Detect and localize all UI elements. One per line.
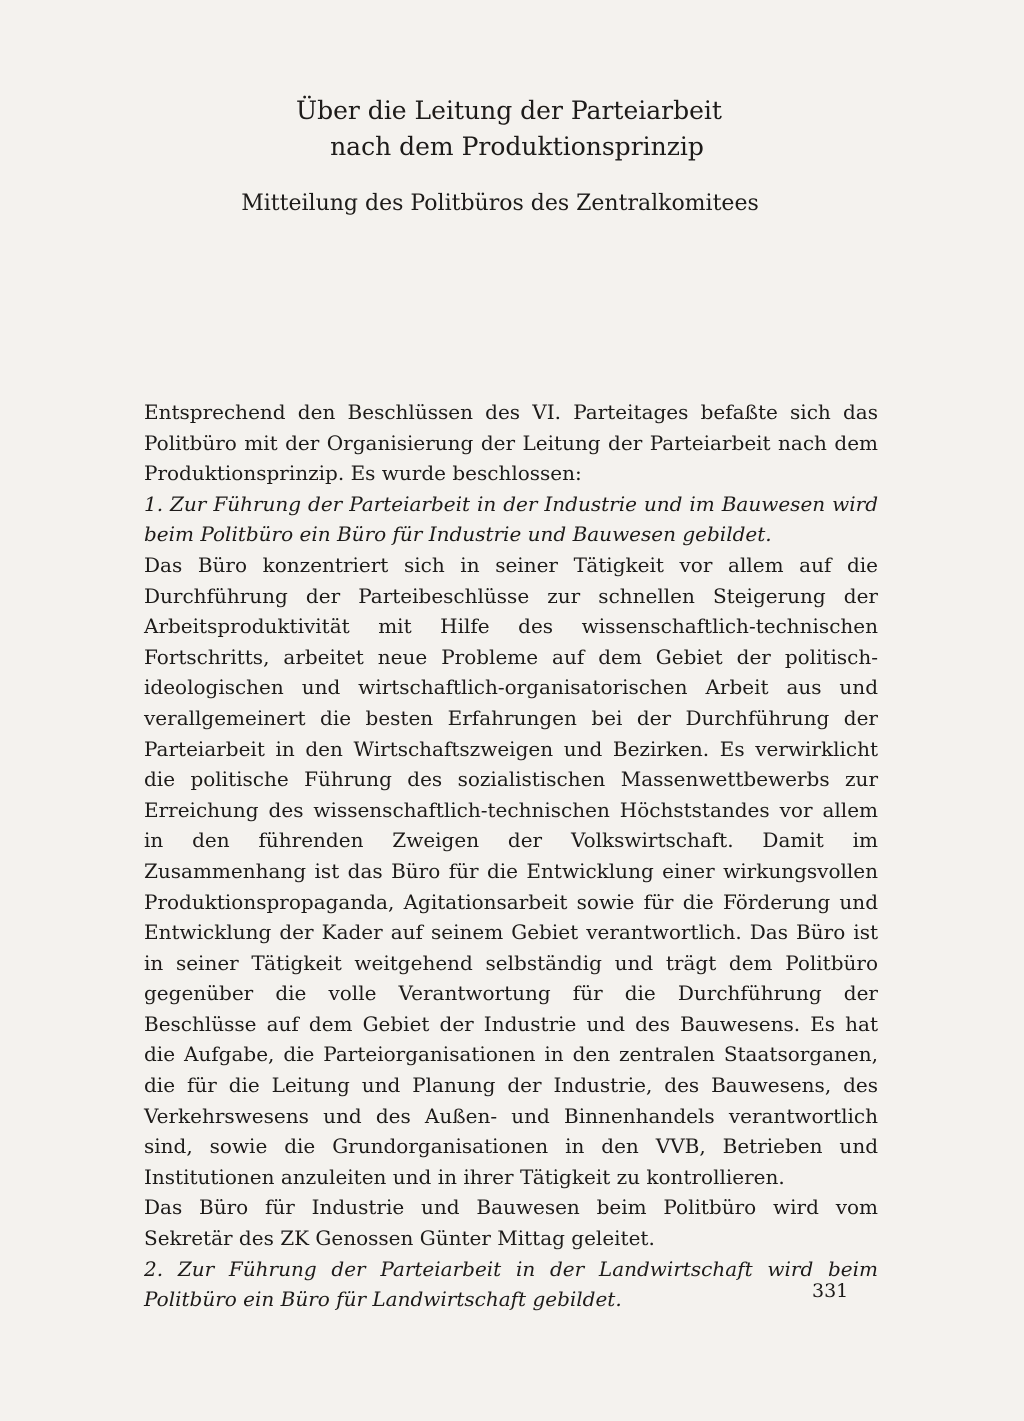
paragraph-point-1: 1. Zur Führung der Parteiarbeit in der Industrie und im Bauwesen wird beim Politbüro ein Büro für Industrie und Bauwesen gebildet. [144,491,878,547]
title-line-2: nach dem Produktionsprinzip [330,132,704,161]
body-text [144,397,878,1315]
paragraph-point-2: 2. Zur Führung der Parteiarbeit in der Landwirtschaft wird beim Politbüro ein Büro für Landwirtschaft gebildet. [144,1256,878,1312]
paragraph-intro: Entsprechend den Beschlüssen des VI. Parteitages befaßte sich das Politbüro mit der Organisierung der Leitung der Parteiarbeit nach dem Produktionsprinzip. Es wurde beschlossen: [144,400,878,486]
title-block [0,93,1024,165]
page-number: 331 [812,1280,849,1302]
title-line-1: Über die Leitung der Parteiarbeit [296,96,722,125]
paragraph-buero-leitung: Das Büro für Industrie und Bauwesen beim Politbüro wird vom Sekretär des ZK Genossen Günter Mittag geleitet. [144,1195,878,1251]
subtitle: Mitteilung des Politbüros des Zentralkomitees [241,191,759,216]
paragraph-buero-description: Das Büro konzentriert sich in seiner Tätigkeit vor allem auf die Durchführung der Parteibeschlüsse zur schnellen Steigerung der Arbeitsproduktivität mit Hilfe des wissenschaftlich-technischen Fortschritts, arbeitet neue Probleme auf dem Gebiet der politisch-ideologischen und wirtschaftlich-organisatorischen Arbeit aus und verallgemeinert die besten Erfahrungen bei der Durchführung der Parteiarbeit in den Wirtschaftszweigen und Bezirken. Es verwirklicht die politische Führung des sozialistischen Massenwettbewerbs zur Erreichung des wissenschaftlich-technischen Höchststandes vor allem in den führenden Zweigen der Volkswirtschaft. Damit im Zusammenhang ist das Büro für die Entwicklung einer wirkungsvollen Produktionspropaganda, Agitationsarbeit sowie für die Förderung und Entwicklung der Kader auf seinem Gebiet verantwortlich. Das Büro ist in seiner Tätigkeit weitgehend selbständig und trägt dem Politbüro gegenüber die volle Verantwortung für die Durchführung der Beschlüsse auf dem Gebiet der Industrie und des Bauwesens. Es hat die Aufgabe, die Parteiorganisationen in den zentralen Staatsorganen, die für die Leitung und Planung der Industrie, des Bauwesens, des Verkehrswesens und des Außen- und Binnenhandels verantwortlich sind, sowie die Grundorganisationen in den VVB, Betrieben und Institutionen anzuleiten und in ihrer Tätigkeit zu kontrollieren. [144,552,878,1189]
